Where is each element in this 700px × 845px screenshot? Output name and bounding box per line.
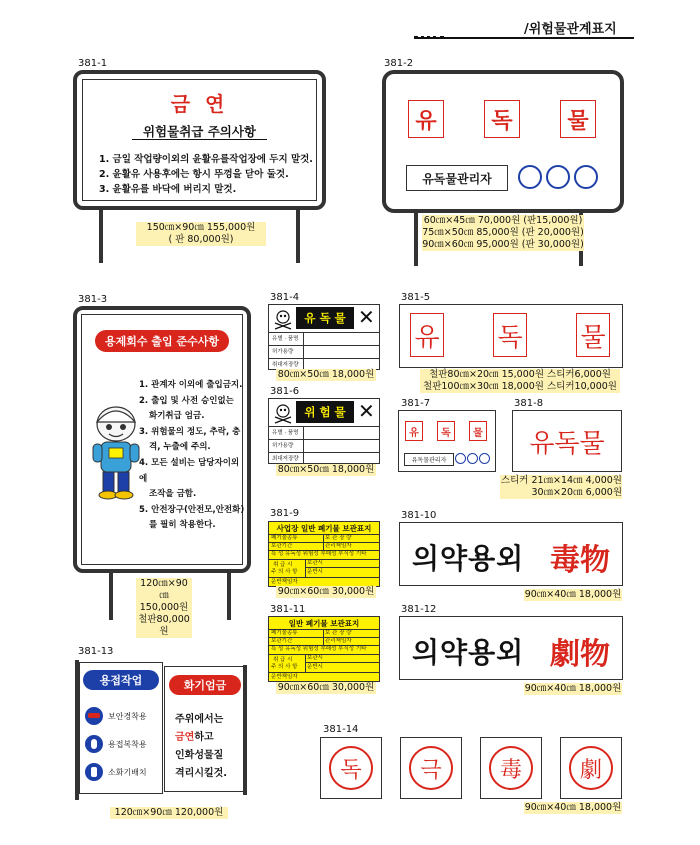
panel-line: 인화성물질: [175, 750, 224, 761]
sign-text-red: 毒物: [550, 543, 610, 578]
label-row: 허가용량: [272, 349, 294, 355]
table-cell: 운반시: [307, 664, 323, 670]
table-cell: 운반책임자: [271, 674, 298, 680]
panel-title: 용접작업: [83, 670, 159, 690]
plate-char: 물: [576, 313, 610, 357]
header-rule: [414, 37, 634, 39]
price-tag: [500, 475, 622, 499]
header-dots: [414, 36, 444, 43]
table-cell: 보 관 장 량: [325, 535, 352, 541]
table-cell: 폐기물종류: [271, 630, 298, 636]
item-code: 381-9: [270, 508, 300, 519]
plate-char: 독: [493, 313, 527, 357]
table-cell: 주 의 사 항: [271, 569, 298, 575]
sign-post: [99, 205, 103, 263]
sign-text-red: 劇物: [550, 637, 610, 672]
table-cell: 특 성 유독성 위험성 부패성 부식성 기타: [271, 646, 367, 652]
price-line: 150㎝×90㎝ 155,000원: [146, 222, 256, 233]
label-title: 위 험 물: [296, 401, 354, 423]
round-sticker: [560, 737, 622, 799]
table-cell: 보관시: [307, 560, 323, 566]
item-code: 381-8: [514, 398, 544, 409]
circle-mark: [479, 453, 490, 464]
no-smoking-sign: [73, 70, 326, 210]
sticker-char: 毒: [489, 746, 533, 790]
welding-suit-icon: [85, 735, 103, 753]
sign-line: 4. 모든 설비는 담당자이외에: [139, 457, 240, 484]
table-cell: 관리책임자: [325, 543, 352, 549]
manager-label: 유독물관리자: [404, 453, 454, 466]
sign-char: 유: [405, 421, 423, 441]
section-title: /위험물관계표지: [524, 22, 617, 37]
circle-mark: [574, 165, 598, 189]
price-line: 75㎝×50㎝ 85,000원 (판 20,000원): [422, 227, 584, 238]
sign-title: 일반 폐기물 보관표지: [288, 619, 360, 628]
waste-storage-sign: [268, 521, 380, 587]
price-tag: 80㎝×50㎝ 18,000원: [277, 464, 375, 475]
skull-crossbones-icon: [272, 402, 294, 424]
table-cell: 보관기간: [271, 638, 293, 644]
price-line: 철판80㎝×20㎝ 15,000원 스티커6,000원: [429, 369, 611, 380]
price-tag: [136, 578, 192, 638]
hazard-label: [268, 398, 380, 464]
sign-line: 화기취급 엄금.: [149, 411, 205, 422]
table-cell: 주 의 사 항: [271, 664, 298, 670]
fire-extinguisher-icon: [85, 763, 103, 781]
item-code: 381-7: [401, 398, 431, 409]
skull-crossbones-icon: [272, 308, 294, 330]
price-line: 120㎝×90㎝: [140, 578, 188, 601]
sign-post: [227, 568, 231, 620]
price-tag: 90㎝×40㎝ 18,000원: [524, 589, 622, 600]
price-line: 철판80,000원: [138, 614, 190, 637]
round-sticker: [320, 737, 382, 799]
sign-post: [296, 205, 300, 263]
sticker-text: 유독물: [529, 428, 605, 459]
price-line: 150,000원: [139, 602, 189, 613]
circle-mark: [467, 453, 478, 464]
label-title: 유 독 물: [296, 307, 354, 329]
panel-title: 화기엄금: [169, 675, 241, 695]
circle-mark: [455, 453, 466, 464]
item-code: 381-2: [384, 58, 414, 69]
sticker-char: 劇: [569, 746, 613, 790]
sign-line: 1. 관계자 이외에 출입금지.: [139, 380, 243, 390]
sign-title: 금 연: [170, 92, 229, 116]
label-row: 허가용량: [272, 443, 294, 449]
price-tag: 120㎝×90㎝ 120,000원: [110, 807, 228, 819]
sign-char: 유: [408, 100, 444, 138]
sign-post: [109, 568, 113, 620]
price-tag: [422, 215, 584, 251]
label-row: 최대저장량: [272, 456, 299, 462]
toxic-mini-sign: [398, 410, 496, 472]
item-code: 381-3: [78, 294, 108, 305]
sign-line: 1. 금일 작업량이외의 윤활유를작업장에 두지 말것.: [99, 154, 313, 165]
price-line: 철판100㎝×30㎝ 18,000원 스티커10,000원: [423, 381, 617, 392]
plate-char: 유: [410, 313, 444, 357]
cross-icon: ✕: [358, 399, 375, 423]
sticker-char: 극: [409, 746, 453, 790]
non-medical-deleterious-sign: [399, 616, 623, 680]
sign-line: 2. 출입 및 사전 승인없는: [139, 395, 234, 406]
circle-mark: [546, 165, 570, 189]
manager-label: 유독물관리자: [406, 165, 508, 191]
price-tag: 80㎝×50㎝ 18,000원: [277, 369, 375, 380]
item-code: 381-4: [270, 292, 300, 303]
panel-line-red: 금연: [175, 732, 195, 743]
round-sticker: [400, 737, 462, 799]
sign-text: 의약용외: [412, 542, 525, 575]
item-code: 381-12: [401, 604, 437, 615]
sign-line: 3. 위험물의 정도, 추락, 충: [139, 426, 241, 437]
sign-title: 사업장 일반 폐기물 보관표지: [276, 524, 372, 533]
safety-mascot-icon: [89, 402, 143, 502]
item-code: 381-10: [401, 510, 437, 521]
price-tag: 90㎝×40㎝ 18,000원: [524, 683, 622, 694]
price-tag: [420, 369, 620, 393]
price-tag: [136, 222, 266, 246]
panel-item: 용접복착용: [108, 740, 147, 749]
price-line: ( 판 80,000원): [168, 234, 234, 245]
sign-line: 3. 윤활유를 바닥에 버리지 말것.: [99, 184, 237, 195]
toxic-sign: [382, 70, 624, 213]
label-row: 취대저장량: [272, 362, 299, 368]
table-cell: 특 성 유독성 위험성 부패성 부식성 기타: [271, 551, 367, 557]
welding-work-panel: [79, 662, 163, 794]
cross-icon: ✕: [358, 305, 375, 329]
sign-subtitle: 위험물취급 주의사항: [142, 124, 257, 139]
price-tag: 90㎝×40㎝ 18,000원: [524, 802, 622, 813]
table-cell: 관리책임자: [325, 638, 352, 644]
sign-char: 독: [437, 421, 455, 441]
panel-item: 보안경착용: [108, 712, 147, 721]
sign-line: 2. 윤활유 사용후에는 항시 뚜껑을 닫아 둘것.: [99, 169, 289, 180]
sign-char: 독: [484, 100, 520, 138]
item-code: 381-13: [78, 646, 114, 657]
panel-item: 소화기배치: [108, 768, 147, 777]
table-cell: 취 급 시: [273, 657, 293, 663]
sign-title: 용제회수 출입 준수사항: [95, 330, 229, 352]
price-line: 30㎝×20㎝ 6,000원: [531, 487, 622, 498]
item-code: 381-1: [78, 58, 108, 69]
sign-line: 조작을 금함.: [149, 489, 197, 500]
price-line: 스티커 21㎝×14㎝ 4,000원: [500, 475, 622, 486]
table-cell: 보관시: [307, 655, 323, 661]
panel-line: 격리시킬것.: [175, 768, 228, 779]
non-medical-poison-sign: [399, 522, 623, 586]
table-cell: 폐기물종류: [271, 535, 298, 541]
item-code: 381-5: [401, 292, 431, 303]
sign-char: 물: [469, 421, 487, 441]
sign-line: 를 필히 착용한다.: [149, 520, 216, 531]
item-code: 381-6: [270, 386, 300, 397]
table-cell: 운반책임자: [271, 579, 298, 585]
price-line: 90㎝×60㎝ 95,000원 (판 30,000원): [422, 239, 584, 250]
sign-line: 격, 누출에 주의.: [149, 442, 211, 453]
sticker-char: 독: [329, 746, 373, 790]
price-tag: 90㎝×60㎝ 30,000원: [277, 682, 375, 693]
table-cell: 보 관 장 량: [325, 630, 352, 636]
no-fire-panel: 화기엄금 주위에서는 금연하고 인화성물질 격리시킬것.: [164, 666, 244, 792]
solvent-rules-sign: [73, 306, 251, 573]
toxic-sticker: [512, 410, 622, 472]
sign-text: 의약용외: [412, 636, 525, 669]
toxic-label: [268, 304, 380, 370]
table-cell: 운반시: [307, 569, 323, 575]
sign-line: 5. 안전장구(안전모,안전화): [139, 504, 245, 515]
round-sticker: [480, 737, 542, 799]
item-code: 381-14: [323, 724, 359, 735]
label-row: 유별 · 품명: [272, 336, 299, 342]
waste-storage-sign: [268, 616, 380, 682]
toxic-plate: [399, 304, 623, 368]
table-cell: 취 급 시: [273, 562, 293, 568]
table-cell: 보관기간: [271, 543, 293, 549]
sign-post: [414, 208, 418, 266]
item-code: 381-11: [270, 604, 306, 615]
goggles-icon: [85, 707, 103, 725]
circle-mark: [518, 165, 542, 189]
label-row: 유별 · 품명: [272, 430, 299, 436]
price-line: 60㎝×45㎝ 70,000원 (판15,000원): [423, 215, 583, 226]
panel-line: 주위에서는: [175, 714, 224, 725]
sign-char: 물: [560, 100, 596, 138]
price-tag: 90㎝×60㎝ 30,000원: [277, 586, 375, 597]
